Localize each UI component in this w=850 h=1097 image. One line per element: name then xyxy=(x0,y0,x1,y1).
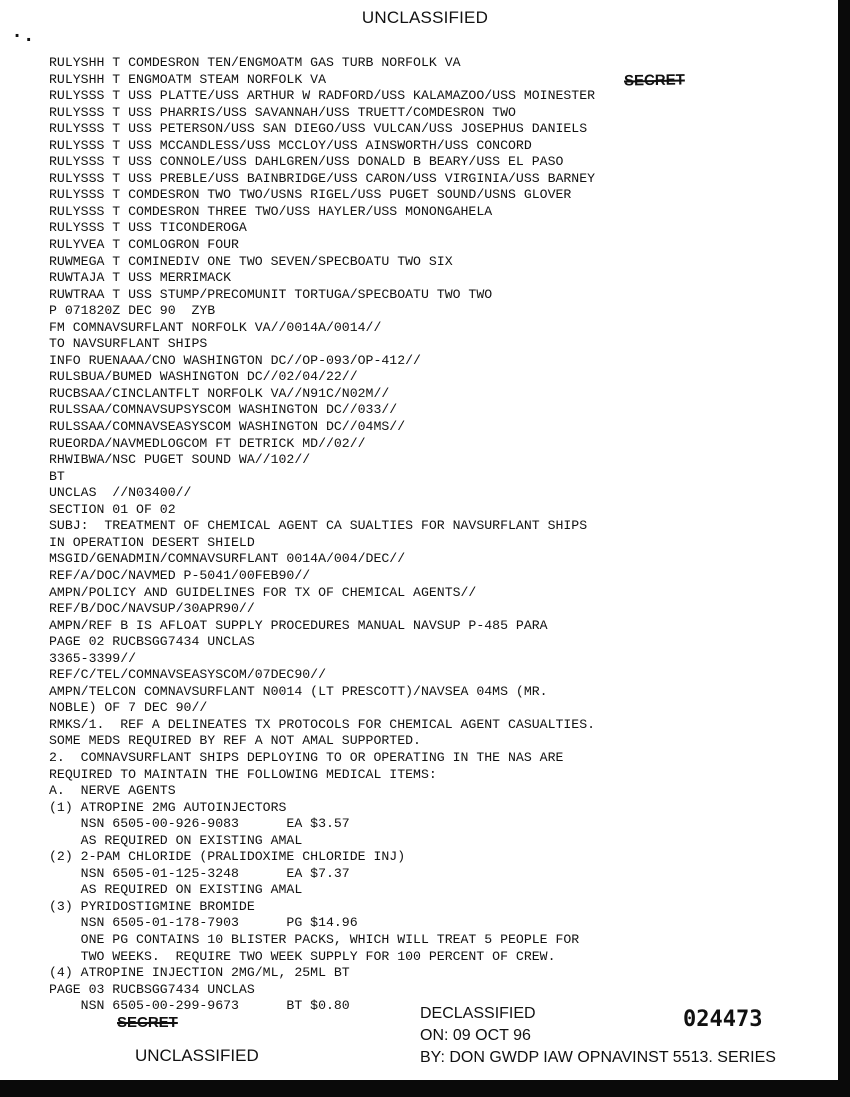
message-line: MSGID/GENADMIN/COMNAVSURFLANT 0014A/004/DEC// xyxy=(49,551,406,567)
message-line: ONE PG CONTAINS 10 BLISTER PACKS, WHICH WILL TREAT 5 PEOPLE FOR xyxy=(49,931,580,947)
message-line: SOME MEDS REQUIRED BY REF A NOT AMAL SUPPORTED. xyxy=(49,733,421,749)
message-line: RUWMEGA T COMINEDIV ONE TWO SEVEN/SPECBOATU TWO SIX xyxy=(49,253,453,269)
message-line: RMKS/1. REF A DELINEATES TX PROTOCOLS FOR CHEMICAL AGENT CASUALTIES. xyxy=(49,716,596,732)
header-classification: UNCLASSIFIED xyxy=(361,8,489,27)
message-line: RULYSSS T USS PETERSON/USS SAN DIEGO/USS VULCAN/USS JOSEPHUS DANIELS xyxy=(49,121,588,137)
corner-marks: · . xyxy=(14,26,32,45)
message-line: AMPN/POLICY AND GUIDELINES FOR TX OF CHEMICAL AGENTS// xyxy=(49,584,477,600)
message-line: RUCBSAA/CINCLANTFLT NORFOLK VA//N91C/N02M// xyxy=(49,385,390,401)
message-line: (1) ATROPINE 2MG AUTOINJECTORS xyxy=(49,799,287,815)
message-line: REF/A/DOC/NAVMED P-5041/00FEB90// xyxy=(49,567,311,583)
message-line: NSN 6505-01-178-7903 PG $14.96 xyxy=(49,915,358,931)
secret-stamp-bottom: SECRET xyxy=(117,1014,178,1031)
message-line: RULYSSS T COMDESRON THREE TWO/USS HAYLER/USS MONONGAHELA xyxy=(49,203,493,219)
message-line: IN OPERATION DESERT SHIELD xyxy=(49,534,255,550)
message-line: TO NAVSURFLANT SHIPS xyxy=(49,336,208,352)
message-line: PAGE 02 RUCBSGG7434 UNCLAS xyxy=(49,634,255,650)
message-line: RULYSSS T USS PLATTE/USS ARTHUR W RADFORD/USS KALAMAZOO/USS MOINESTER xyxy=(49,88,596,104)
message-line: REQUIRED TO MAINTAIN THE FOLLOWING MEDICAL ITEMS: xyxy=(49,766,437,782)
message-line: RULYSHH T ENGMOATM STEAM NORFOLK VA xyxy=(49,71,326,87)
message-line: RULYSSS T USS MCCANDLESS/USS MCCLOY/USS AINSWORTH/USS CONCORD xyxy=(49,137,532,153)
message-line: RULSSAA/COMNAVSEASYSCOM WASHINGTON DC//04MS// xyxy=(49,419,406,435)
message-line: 2. COMNAVSURFLANT SHIPS DEPLOYING TO OR OPERATING IN THE NAS ARE xyxy=(49,749,564,765)
message-line: (3) PYRIDOSTIGMINE BROMIDE xyxy=(49,898,255,914)
page-edge-right xyxy=(838,0,850,1097)
message-line: RUEORDA/NAVMEDLOGCOM FT DETRICK MD//02// xyxy=(49,435,366,451)
declassified-date: ON: 09 OCT 96 xyxy=(420,1027,531,1044)
message-line: NSN 6505-00-926-9083 EA $3.57 xyxy=(49,816,350,832)
message-line: AS REQUIRED ON EXISTING AMAL xyxy=(49,832,303,848)
message-line: UNCLAS //N03400// xyxy=(49,485,192,501)
message-line: NOBLE) OF 7 DEC 90// xyxy=(49,700,208,716)
message-line: P 071820Z DEC 90 ZYB xyxy=(49,303,216,319)
message-line: RULYSSS T USS PHARRIS/USS SAVANNAH/USS TRUETT/COMDESRON TWO xyxy=(49,104,516,120)
message-line: PAGE 03 RUCBSGG7434 UNCLAS xyxy=(49,981,255,997)
message-line: AMPN/REF B IS AFLOAT SUPPLY PROCEDURES MANUAL NAVSUP P-485 PARA xyxy=(49,617,548,633)
message-line: NSN 6505-01-125-3248 EA $7.37 xyxy=(49,865,350,881)
message-line: SECTION 01 OF 02 xyxy=(49,501,176,517)
message-line: RULYSSS T USS TICONDEROGA xyxy=(49,220,247,236)
declassified-authority: BY: DON GWDP IAW OPNAVINST 5513. SERIES xyxy=(420,1049,776,1066)
message-line: AS REQUIRED ON EXISTING AMAL xyxy=(49,882,303,898)
message-line: RULYSSS T USS CONNOLE/USS DAHLGREN/USS DONALD B BEARY/USS EL PASO xyxy=(49,154,564,170)
message-line: REF/B/DOC/NAVSUP/30APR90// xyxy=(49,601,255,617)
message-line: TWO WEEKS. REQUIRE TWO WEEK SUPPLY FOR 100 PERCENT OF CREW. xyxy=(49,948,556,964)
message-line: RULYSSS T COMDESRON TWO TWO/USNS RIGEL/USS PUGET SOUND/USNS GLOVER xyxy=(49,187,572,203)
secret-stamp-top: SECRET xyxy=(623,71,685,90)
message-line: RHWIBWA/NSC PUGET SOUND WA//102// xyxy=(49,452,311,468)
message-line: RULSBUA/BUMED WASHINGTON DC//02/04/22// xyxy=(49,369,358,385)
message-line: (2) 2-PAM CHLORIDE (PRALIDOXIME CHLORIDE INJ) xyxy=(49,849,406,865)
message-line: RULYVEA T COMLOGRON FOUR xyxy=(49,237,239,253)
message-line: RUWTAJA T USS MERRIMACK xyxy=(49,270,232,286)
message-line: FM COMNAVSURFLANT NORFOLK VA//0014A/0014// xyxy=(49,319,382,335)
document-number: 024473 xyxy=(683,1007,763,1032)
message-line: (4) ATROPINE INJECTION 2MG/ML, 25ML BT xyxy=(49,965,350,981)
message-line: INFO RUENAAA/CNO WASHINGTON DC//OP-093/OP-412// xyxy=(49,352,421,368)
message-line: 3365-3399// xyxy=(49,650,137,666)
message-line: NSN 6505-00-299-9673 BT $0.80 xyxy=(49,998,350,1014)
message-line: BT xyxy=(49,468,65,484)
message-line: RULSSAA/COMNAVSUPSYSCOM WASHINGTON DC//033// xyxy=(49,402,398,418)
message-line: RULYSHH T COMDESRON TEN/ENGMOATM GAS TURB NORFOLK VA xyxy=(49,55,461,70)
message-line: RULYSSS T USS PREBLE/USS BAINBRIDGE/USS CARON/USS VIRGINIA/USS BARNEY xyxy=(49,170,596,186)
page-edge-bottom xyxy=(0,1080,850,1097)
declassified-label: DECLASSIFIED xyxy=(420,1005,536,1022)
message-line: REF/C/TEL/COMNAVSEASYSCOM/07DEC90// xyxy=(49,667,326,683)
message-line: A. NERVE AGENTS xyxy=(49,783,176,799)
message-line: SUBJ: TREATMENT OF CHEMICAL AGENT CA SUALTIES FOR NAVSURFLANT SHIPS xyxy=(49,518,588,534)
message-line: RUWTRAA T USS STUMP/PRECOMUNIT TORTUGA/SPECBOATU TWO TWO xyxy=(49,286,493,302)
message-body xyxy=(49,55,834,1015)
footer-classification: UNCLASSIFIED xyxy=(135,1046,259,1065)
message-line: AMPN/TELCON COMNAVSURFLANT N0014 (LT PRESCOTT)/NAVSEA 04MS (MR. xyxy=(49,683,548,699)
